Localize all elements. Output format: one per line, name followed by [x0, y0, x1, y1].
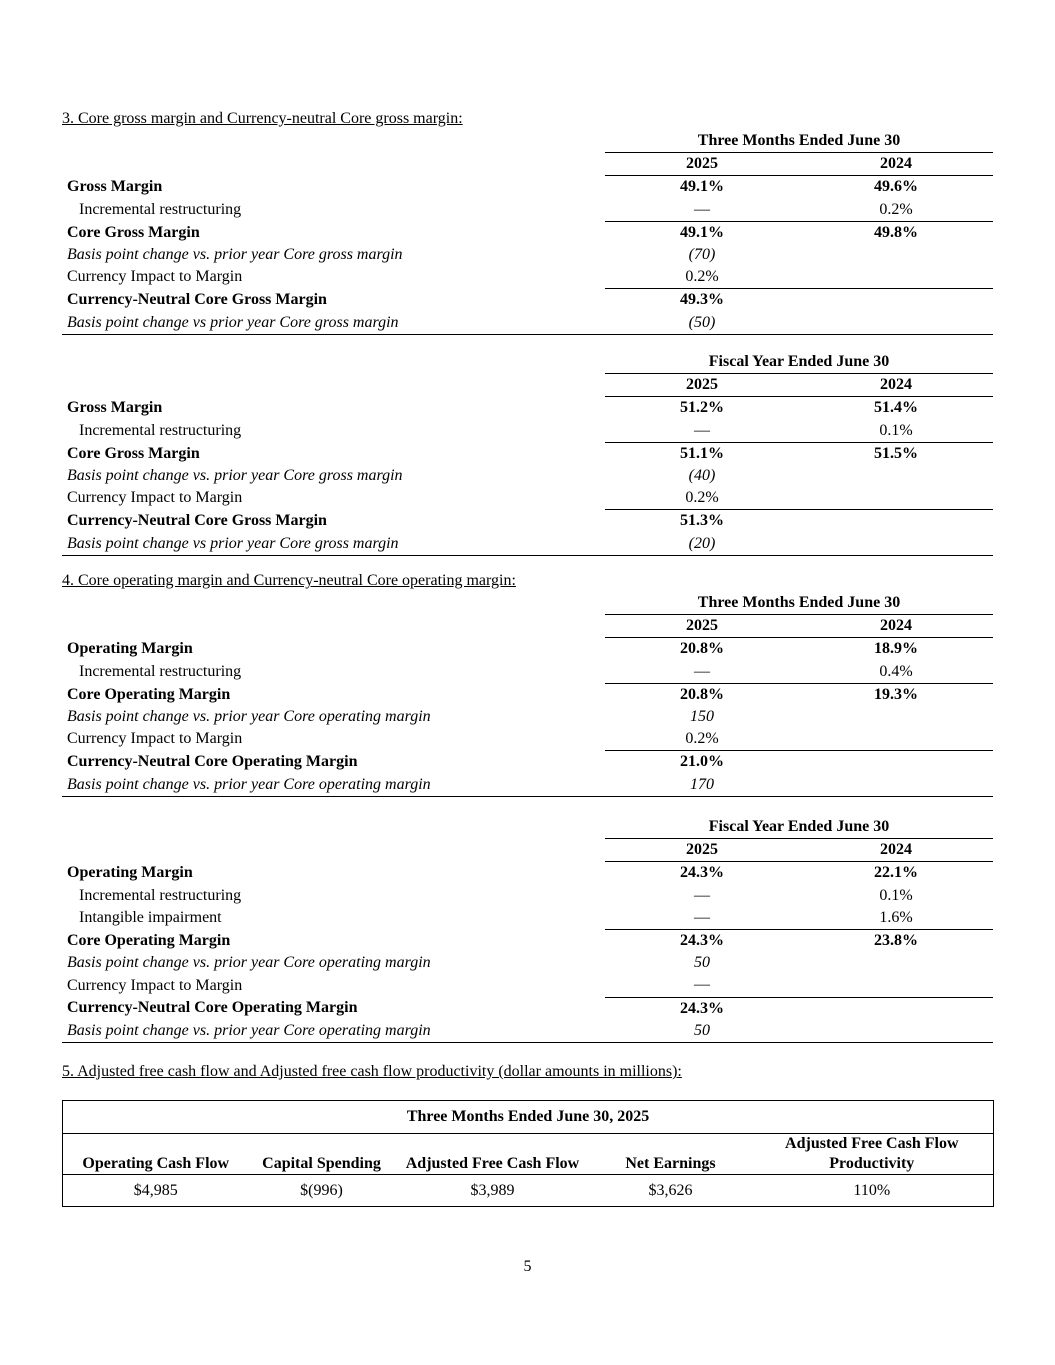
- row-value: 24.3%: [680, 999, 724, 1017]
- row-label: Currency-Neutral Core Gross Margin: [67, 291, 327, 309]
- row-label: Currency Impact to Margin: [67, 268, 243, 286]
- row-label: Basis point change vs. prior year Core operating margin: [62, 1020, 605, 1043]
- row-label: Operating Margin: [67, 864, 193, 882]
- row-value: 21.0%: [680, 753, 724, 771]
- row-value: 0.2%: [605, 487, 799, 510]
- fcf-value: $(996): [249, 1175, 395, 1207]
- row-label: Currency Impact to Margin: [67, 976, 243, 994]
- row-value: 49.3%: [680, 291, 724, 309]
- fcf-value: 110%: [751, 1175, 994, 1207]
- row-value: 0.4%: [799, 661, 993, 684]
- row-value: 20.8%: [680, 685, 724, 703]
- row-label: Currency-Neutral Core Gross Margin: [67, 512, 327, 530]
- row-label: Basis point change vs prior year Core gross margin: [62, 533, 605, 556]
- row-label: Incremental restructuring: [79, 886, 242, 904]
- year-header: 2025: [605, 615, 799, 638]
- row-value: —: [605, 199, 799, 222]
- year-header: 2024: [799, 374, 993, 397]
- row-label: Incremental restructuring: [79, 200, 242, 218]
- row-label: Basis point change vs. prior year Core operating margin: [67, 954, 431, 972]
- row-value: (50): [605, 312, 799, 335]
- row-value: (40): [688, 467, 716, 485]
- row-value: 51.3%: [680, 512, 724, 530]
- row-value: 0.2%: [799, 199, 993, 222]
- row-value: —: [694, 886, 710, 904]
- section-4-title: 4. Core operating margin and Currency-neutral Core operating margin:: [62, 572, 516, 589]
- row-value: 49.8%: [874, 223, 918, 241]
- row-value: 0.1%: [879, 886, 913, 904]
- row-value: 170: [605, 774, 799, 797]
- page-number: 5: [523, 1258, 532, 1275]
- section-3-title: 3. Core gross margin and Currency-neutral Core gross margin:: [62, 110, 463, 127]
- row-label: Basis point change vs prior year Core gross margin: [62, 312, 605, 335]
- s3-three-months-table: [62, 130, 993, 335]
- year-header: 2024: [799, 153, 993, 176]
- s3-fiscal-year-table: [62, 351, 993, 556]
- row-label: Incremental restructuring: [79, 662, 242, 680]
- row-label: Basis point change vs. prior year Core gross margin: [67, 246, 403, 264]
- row-label: Core Operating Margin: [67, 931, 231, 949]
- fcf-period-header: Three Months Ended June 30, 2025: [63, 1101, 994, 1134]
- row-value: —: [605, 661, 799, 684]
- fcf-column-header: Operating Cash Flow: [82, 1155, 230, 1172]
- row-label: Currency-Neutral Core Operating Margin: [67, 999, 358, 1017]
- row-value: 150: [690, 708, 714, 726]
- row-value: 20.8%: [680, 640, 724, 658]
- row-value: 23.8%: [874, 932, 918, 950]
- row-value: 0.1%: [799, 420, 993, 443]
- s4-fiscal-year-table: [62, 816, 993, 1043]
- row-value: —: [605, 907, 799, 930]
- row-label: Currency-Neutral Core Operating Margin: [67, 753, 358, 771]
- row-label: Basis point change vs. prior year Core operating margin: [62, 774, 605, 797]
- row-value: (20): [605, 533, 799, 556]
- row-value: 24.3%: [680, 932, 724, 950]
- s4-three-months-table: [62, 592, 993, 797]
- year-header: 2025: [605, 839, 799, 862]
- row-value: 18.9%: [874, 640, 918, 658]
- fcf-column-header: Capital Spending: [262, 1155, 381, 1172]
- year-header: 2025: [605, 153, 799, 176]
- section-5-title: 5. Adjusted free cash flow and Adjusted free cash flow productivity (dollar amounts in millions):: [62, 1063, 682, 1080]
- period-header: Fiscal Year Ended June 30: [605, 816, 993, 839]
- year-header: 2024: [799, 615, 993, 638]
- row-label: Basis point change vs. prior year Core operating margin: [67, 708, 431, 726]
- row-value: —: [605, 420, 799, 443]
- row-value: 19.3%: [874, 685, 918, 703]
- row-value: 49.1%: [680, 178, 724, 196]
- row-label: Currency Impact to Margin: [67, 730, 243, 748]
- year-header: 2024: [799, 839, 993, 862]
- row-label: Currency Impact to Margin: [67, 489, 243, 507]
- row-label: Core Operating Margin: [67, 685, 231, 703]
- fcf-column-header: Net Earnings: [625, 1155, 716, 1172]
- period-header: Fiscal Year Ended June 30: [605, 351, 993, 374]
- row-value: 50: [694, 954, 710, 972]
- row-value: 51.5%: [874, 444, 918, 462]
- row-value: 0.2%: [605, 266, 799, 289]
- row-value: 1.6%: [799, 907, 993, 930]
- row-label: Core Gross Margin: [67, 223, 200, 241]
- row-label: Intangible impairment: [79, 909, 222, 927]
- fcf-column-header: Adjusted Free Cash Flow Productivity: [785, 1135, 959, 1172]
- period-header: Three Months Ended June 30: [605, 130, 993, 153]
- row-value: 49.1%: [680, 223, 724, 241]
- adjusted-fcf-table: [62, 1100, 994, 1207]
- row-value: 49.6%: [874, 178, 918, 196]
- row-value: —: [605, 974, 799, 997]
- row-label: Operating Margin: [67, 640, 193, 658]
- fcf-value: $3,989: [395, 1175, 591, 1207]
- row-value: 51.4%: [874, 399, 918, 417]
- fcf-value: $3,626: [591, 1175, 751, 1207]
- period-header: Three Months Ended June 30: [605, 592, 993, 615]
- row-value: 22.1%: [874, 864, 918, 882]
- row-value: 24.3%: [680, 864, 724, 882]
- year-header: 2025: [605, 374, 799, 397]
- row-value: (70): [688, 246, 716, 264]
- row-label: Gross Margin: [67, 178, 163, 196]
- row-label: Incremental restructuring: [79, 421, 242, 439]
- row-value: 50: [605, 1020, 799, 1043]
- row-value: 51.1%: [680, 444, 724, 462]
- row-value: 0.2%: [605, 728, 799, 751]
- fcf-value: $4,985: [63, 1175, 249, 1207]
- row-label: Gross Margin: [67, 399, 163, 417]
- fcf-column-header: Adjusted Free Cash Flow: [405, 1155, 580, 1172]
- row-value: 51.2%: [680, 399, 724, 417]
- row-label: Basis point change vs. prior year Core gross margin: [67, 467, 403, 485]
- row-label: Core Gross Margin: [67, 444, 200, 462]
